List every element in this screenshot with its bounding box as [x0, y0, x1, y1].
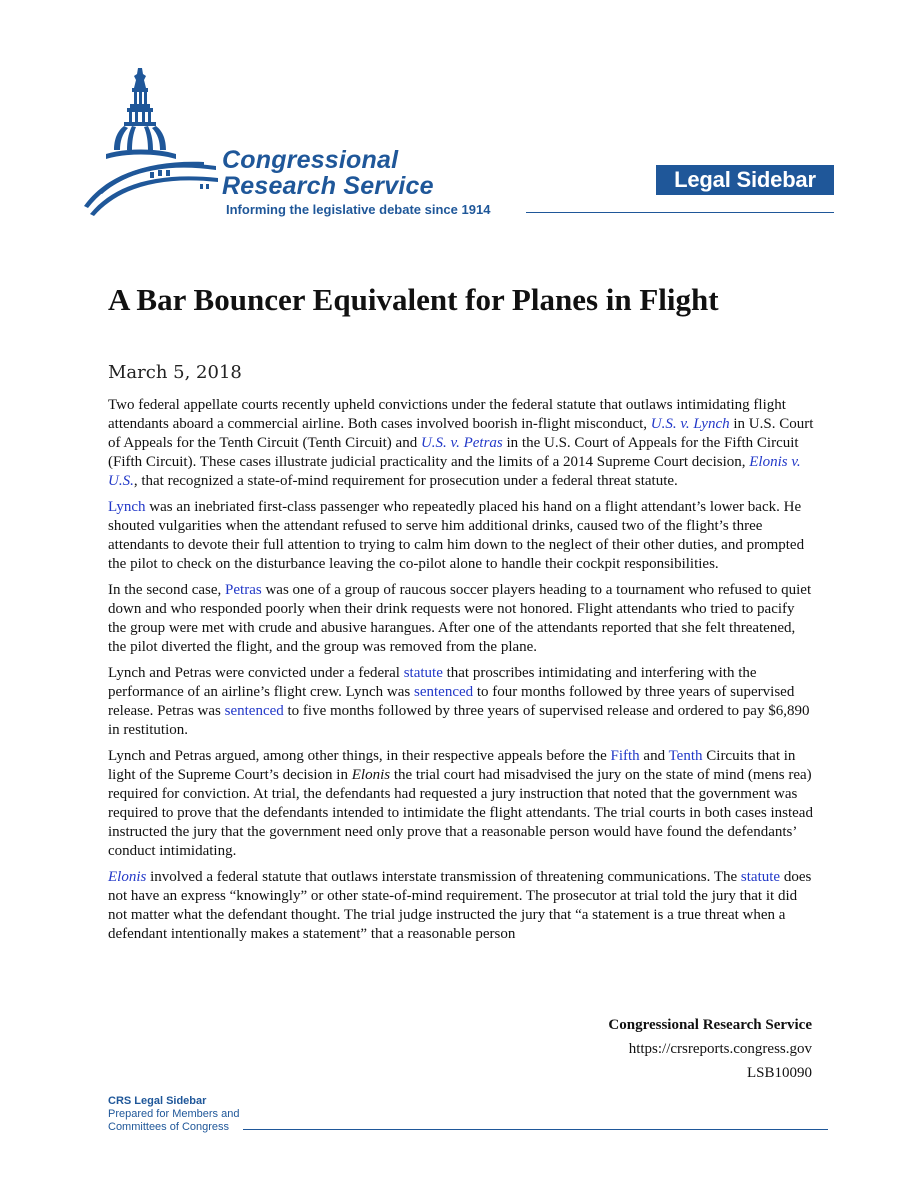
footer-series-info: [108, 1095, 239, 1134]
footer-document-id: LSB10090: [746, 1065, 812, 1081]
link-threat-statute[interactable]: statute: [740, 869, 781, 885]
legal-sidebar-badge: Legal Sidebar: [656, 165, 834, 195]
footer-series-title: CRS Legal Sidebar: [108, 1095, 207, 1107]
paragraph-4: [108, 664, 816, 740]
paragraph-5: [108, 747, 816, 861]
paragraph-6: [108, 868, 816, 944]
footer-prepared-for: Prepared for Members and: [108, 1108, 240, 1120]
link-statute[interactable]: statute: [403, 665, 443, 681]
link-elonis-v-us[interactable]: Elonis v. U.S.: [108, 454, 801, 489]
case-name-elonis: Elonis: [351, 767, 391, 783]
publication-date: March 5, 2018: [108, 362, 242, 383]
text-run: to four months followed by three years of supervised release. Petras was: [108, 684, 795, 719]
footer-organization: Congressional Research Service: [608, 1017, 812, 1033]
link-tenth-circuit[interactable]: Tenth: [668, 748, 703, 764]
organization-tagline: Informing the legislative debate since 1914: [226, 202, 491, 217]
capitol-dome-logo-icon: [80, 66, 222, 218]
text-run: the trial court had misadvised the jury on the state of mind (mens rea) required for conviction. At trial, the defendants had requested a jury instruction that noted that the government was required to prove that the defendants intended to intimidate the flight attendants. The trial courts in both cases instead instructed the jury that the government need only prove that a reasonable person would have found the defendants’ conduct intimidating.: [108, 767, 813, 859]
text-run: In the second case,: [108, 582, 226, 598]
text-run: in the U.S. Court of Appeals for the Fifth Circuit (Fifth Circuit). These cases illustrate judicial practicality and the limits of a 2014 Supreme Court decision,: [108, 435, 799, 470]
text-run: to five months followed by three years of supervised release and ordered to pay $6,890 in restitution.: [108, 703, 810, 738]
text-run: Two federal appellate courts recently upheld convictions under the federal statute that outlaws intimidating flight attendants aboard a commercial airline. Both cases involved boorish in-flight misconduct,: [108, 397, 786, 432]
link-us-v-petras[interactable]: U.S. v. Petras: [420, 435, 503, 451]
paragraph-1: [108, 396, 816, 491]
text-run: was one of a group of raucous soccer players heading to a tournament who refused to quiet down and who responded poorly when their drink requests were not honored. Flight attendants who tried to pacify the group were met with crude and abusive harangues. After one of the attendants reported that she felt threatened, the pilot diverted the flight, and the group was removed from the plane.: [108, 582, 812, 655]
link-us-v-lynch[interactable]: U.S. v. Lynch: [650, 416, 730, 432]
link-petras[interactable]: Petras: [225, 582, 262, 598]
footer-divider: [243, 1129, 828, 1130]
text-run: Lynch and Petras argued, among other things, in their respective appeals before the: [108, 748, 611, 764]
link-lynch-sentenced[interactable]: sentenced: [414, 684, 474, 700]
link-lynch[interactable]: Lynch: [108, 499, 146, 515]
paragraph-2: [108, 498, 816, 574]
text-run: that proscribes intimidating and interfering with the performance of an airline’s flight crew. Lynch was: [108, 665, 757, 700]
text-run: was an inebriated first-class passenger who repeatedly placed his hand on a flight attendant’s lower back. He shouted vulgarities when the attendant refused to serve him additional drinks, caused two of the flight’s three attendants to devote their full attention to trying to calm him down to the neglect of their other duties, and prompted the pilot to check on the disturbance leaving the co-pilot alone to handle their cockpit responsibilities.: [108, 499, 805, 572]
text-run: , that recognized a state-of-mind requirement for prosecution under a federal threat statute.: [133, 473, 678, 489]
link-fifth-circuit[interactable]: Fifth: [610, 748, 640, 764]
footer-url[interactable]: https://crsreports.congress.gov: [628, 1041, 812, 1057]
header-divider: [526, 212, 834, 213]
article-body: [108, 396, 816, 951]
link-elonis[interactable]: Elonis: [108, 869, 147, 885]
text-run: in U.S. Court of Appeals for the Tenth Circuit (Tenth Circuit) and: [108, 416, 814, 451]
text-run: involved a federal statute that outlaws interstate transmission of threatening communications. The: [146, 869, 741, 885]
page-title: A Bar Bouncer Equivalent for Planes in Flight: [108, 282, 719, 317]
text-run: does not have an express “knowingly” or other state-of-mind requirement. The prosecutor at trial told the jury that it did not matter what the defendant thought. The trial judge instructed the jury that “a statement is a true threat when a defendant intentionally makes a statement” that a reasonable person: [108, 869, 812, 942]
paragraph-3: [108, 581, 816, 657]
organization-name-line2: Research Service: [222, 172, 434, 200]
organization-name-line1: Congressional: [222, 146, 399, 174]
organization-name: [222, 147, 434, 199]
footer-attribution: [608, 1013, 812, 1085]
text-run: Lynch and Petras were convicted under a federal: [108, 665, 404, 681]
text-run: Circuits that in light of the Supreme Court’s decision in: [108, 748, 796, 783]
link-petras-sentenced[interactable]: sentenced: [224, 703, 284, 719]
footer-committees: Committees of Congress: [108, 1121, 230, 1133]
text-run: and: [639, 748, 669, 764]
